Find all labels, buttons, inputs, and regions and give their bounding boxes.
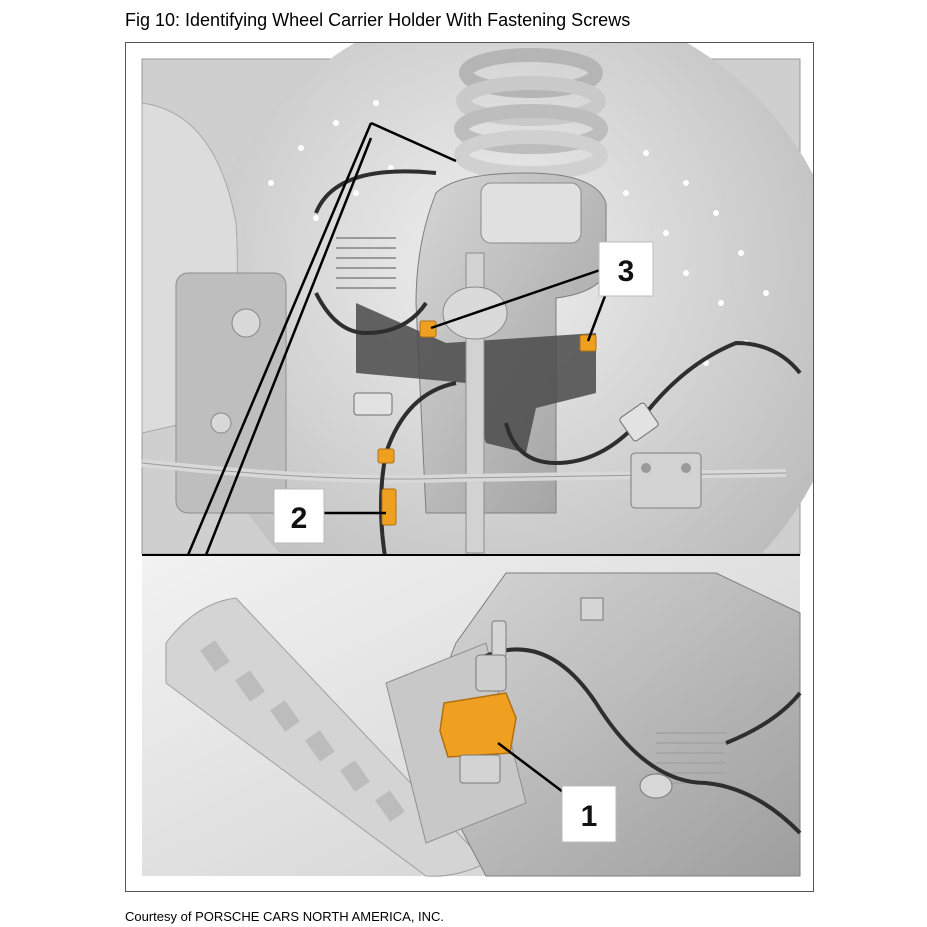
svg-text:1: 1 [580, 800, 598, 833]
fastening-screw-left [420, 321, 436, 337]
courtesy-credit: Courtesy of PORSCHE CARS NORTH AMERICA, INC. [125, 909, 445, 924]
callout-3 [599, 242, 653, 296]
callout-1 [562, 786, 616, 842]
cable-connector-2 [382, 489, 396, 525]
svg-text:2: 2 [290, 502, 308, 535]
figure-frame [125, 42, 814, 892]
figure-title: Fig 10: Identifying Wheel Carrier Holder With Fastening Screws [125, 10, 631, 30]
svg-text:3: 3 [617, 255, 635, 288]
technical-illustration [126, 43, 813, 891]
callout-2 [274, 489, 324, 543]
lower-view [142, 556, 800, 876]
fastening-screw-right [580, 335, 596, 351]
